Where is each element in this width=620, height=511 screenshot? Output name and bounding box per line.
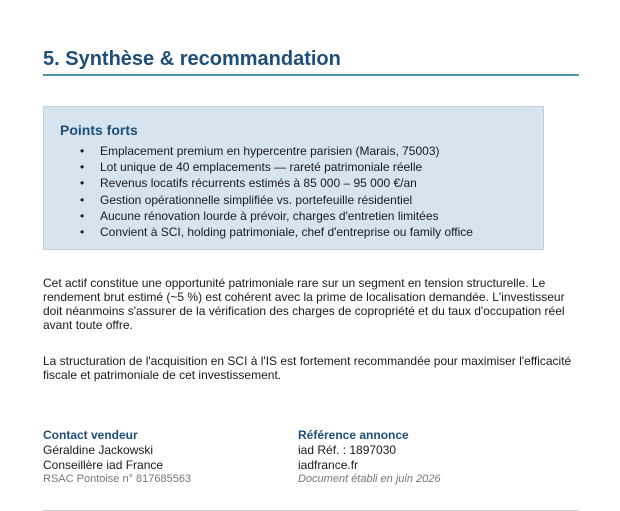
contact-rsac: RSAC Pontoise n° 817685563 [43, 473, 192, 485]
list-item-text: Emplacement premium en hypercentre parisien (Marais, 75003) [100, 144, 440, 158]
list-item-text: Lot unique de 40 emplacements — rareté patrimoniale réelle [100, 160, 423, 175]
reference-date-note: Document établi en juin 2026 [298, 473, 441, 485]
list-item [44, 224, 473, 240]
contact-role: Conseillère iad France [43, 457, 164, 472]
list-item [44, 192, 473, 208]
strengths-box [43, 106, 544, 250]
section-title: 5. Synthèse & recommandation [43, 48, 341, 70]
list-item [44, 208, 473, 224]
title-divider [43, 74, 579, 76]
summary-paragraph: Cet actif constitue une opportunité patrimoniale rare sur un segment en tension structurelle. Le rendement brut estimé (~5 %) est cohérent avec la prime de localisation demandée. L'investisseur doit néanmoins s'assurer de la vérification des charges de copropriété et du taux d'occupation réel avant toute offre. [43, 276, 565, 332]
bullet-icon: • [80, 208, 85, 223]
list-item [44, 175, 473, 191]
list-item-text: Convient à SCI, holding patrimoniale, chef d'entreprise ou family office [100, 224, 473, 239]
bullet-icon: • [80, 160, 85, 175]
list-item-text: Aucune rénovation lourde à prévoir, charges d'entretien limitées [100, 208, 439, 223]
recommendation-paragraph: La structuration de l'acquisition en SCI à l'IS est fortement recommandée pour maximiser l'efficacité fiscale et patrimoniale de cet investissement. [43, 354, 572, 382]
strengths-list [44, 143, 473, 240]
reference-number: iad Réf. : 1897030 [298, 443, 397, 457]
contact-block [43, 428, 283, 486]
list-item [44, 159, 473, 175]
bullet-icon: • [80, 224, 85, 239]
reference-label: Référence annonce [298, 428, 409, 442]
reference-block [298, 428, 538, 486]
list-item [44, 143, 473, 159]
list-item-text: Revenus locatifs récurrents estimés à 85 000 – 95 000 €/an [100, 176, 417, 191]
strengths-heading: Points forts [60, 122, 138, 138]
bullet-icon: • [80, 144, 85, 158]
list-item-text: Gestion opérationnelle simplifiée vs. portefeuille résidentiel [100, 192, 413, 207]
contact-name: Géraldine Jackowski [43, 443, 154, 457]
bullet-icon: • [80, 176, 85, 191]
reference-site: iadfrance.fr [298, 457, 359, 472]
bullet-icon: • [80, 192, 85, 207]
contact-label: Contact vendeur [43, 428, 138, 442]
